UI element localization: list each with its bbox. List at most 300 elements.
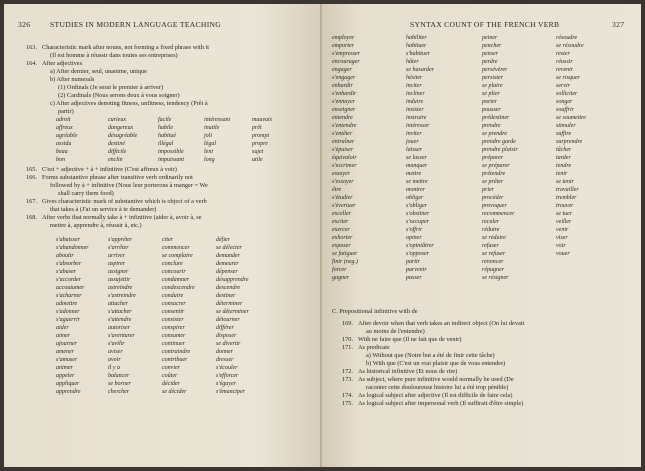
word-cell: persévérer (482, 67, 508, 73)
word-cell: induire (406, 99, 424, 105)
word-cell: pousser (482, 107, 501, 113)
word-cell: déterminer (216, 301, 243, 307)
word-cell: s'absorber (56, 261, 82, 267)
word-cell: assidu (56, 141, 72, 147)
word-cell: sujet (252, 149, 264, 155)
item-text: Forms substantive phrase after transitive verb ordinarily not (42, 174, 193, 181)
word-cell: recommencer (482, 211, 515, 217)
word-cell: concourir (162, 269, 186, 275)
word-cell: enclin (108, 157, 123, 163)
word-cell: exercer (332, 227, 350, 233)
item-number: 174. (342, 392, 354, 399)
word-cell: curieux (108, 117, 126, 123)
word-cell: s'obliger (406, 203, 427, 209)
item-text: b) After numerals (50, 76, 95, 83)
word-cell: se refuser (482, 251, 506, 257)
word-cell: affreux (56, 125, 73, 131)
word-cell: partir (406, 259, 421, 265)
word-cell: viser (556, 235, 568, 241)
word-cell: décider (162, 381, 180, 387)
word-cell: prompt (252, 133, 270, 139)
word-cell: s'empresser (332, 51, 361, 57)
text-line (350, 352, 495, 360)
item-text: As logical subject after adjective (Il est difficile de faire cela) (358, 392, 513, 399)
word-cell: surprendre (556, 139, 583, 145)
item-text: Gives characteristic mark of substantive which is object of a verb (42, 198, 207, 205)
word-cell: légal (204, 141, 216, 147)
item-number: 169. (342, 320, 354, 327)
item-text: As logical subject after impersonal verb (Il suffirait d'être simple) (358, 400, 524, 407)
text-line (342, 320, 524, 328)
word-cell: se complaire (162, 253, 193, 259)
word-cell: s'opiniâtrer (406, 243, 434, 249)
word-cell: s'engager (332, 75, 356, 81)
word-cell: intéressant (204, 117, 231, 123)
word-cell: être (332, 187, 342, 193)
item-text: that takes à (J'ai un service à te demander) (50, 206, 157, 213)
word-cell: mettre (406, 171, 422, 177)
word-cell: se prêter (482, 179, 504, 185)
word-cell: venir (556, 227, 569, 233)
word-cell: se décider (162, 389, 187, 395)
item-text: After verbs that normally take à + infinitive (aider à, avoir à, se (42, 214, 202, 221)
word-cell: condamner (162, 277, 189, 283)
word-cell: s'occuper (406, 219, 429, 225)
word-cell: se réduire (482, 235, 506, 241)
item-number: 175. (342, 400, 354, 407)
word-cell: contribuer (162, 357, 188, 363)
word-cell: manquer (406, 163, 428, 169)
word-cell: tâcher (556, 147, 572, 153)
word-cell: s'abaisser (56, 237, 80, 243)
item-number: 170. (342, 336, 354, 343)
word-cell: reculer (482, 219, 500, 225)
item-number: 172. (342, 368, 354, 375)
word-cell: procéder (482, 195, 504, 201)
word-cell: engager (332, 67, 352, 73)
text-line (342, 368, 457, 376)
word-cell: consumer (162, 333, 186, 339)
word-cell: se risquer (556, 75, 580, 81)
word-cell: intéresser (406, 123, 430, 129)
word-cell: exciter (332, 219, 349, 225)
word-cell: impossible (158, 149, 184, 155)
word-cell: commencer (162, 245, 190, 251)
word-cell: joli (204, 133, 213, 139)
word-cell: se tenir (556, 179, 574, 185)
word-cell: différer (216, 325, 234, 331)
word-cell: habitué (158, 133, 176, 139)
text-line (26, 174, 193, 182)
text-line (34, 222, 142, 230)
left-page (4, 4, 322, 467)
item-number: 173. (342, 376, 354, 383)
word-cell: aimer (56, 333, 70, 339)
word-cell: beau (56, 149, 68, 155)
word-cell: illégal (158, 141, 174, 147)
item-text: c) After adjectives denoting fitness, unfitness, tendency (Prêt à (50, 100, 208, 107)
item-text: After devoir when that verb takes an indirect object (On lui devait (358, 320, 525, 327)
word-cell: conduire (162, 293, 184, 299)
word-cell: se borner (108, 381, 131, 387)
word-cell: résoudre (556, 35, 578, 41)
word-cell: continuer (162, 341, 185, 347)
item-text: followed by à + infinitive (Nous leur porterons à manger = We (50, 182, 208, 189)
word-cell: hâter (406, 59, 419, 65)
word-cell: agréable (56, 133, 78, 139)
word-cell: consentir (162, 309, 185, 315)
word-cell: destiné (108, 141, 125, 147)
word-cell: persister (482, 75, 503, 81)
word-cell: admettre (56, 301, 78, 307)
word-cell: gagner (332, 275, 349, 281)
word-cell: se lasser (406, 155, 427, 161)
item-text: (2) Cardinals (Nous serons deux à vous soigner) (58, 92, 180, 99)
item-text: b) With que (C'est un vrai plaisir que de vous entendre) (366, 360, 506, 367)
text-line (342, 336, 461, 344)
item-number: 166. (26, 174, 38, 181)
word-cell: se tuer (556, 211, 573, 217)
item-text: a) After dernier, seul, unanime, unique (50, 68, 147, 75)
text-line (42, 108, 74, 116)
word-cell: il y a (108, 365, 120, 371)
word-cell: trouver (556, 203, 574, 209)
word-cell: dresser (216, 357, 234, 363)
word-cell: lent (204, 149, 213, 155)
word-cell: défier (216, 237, 230, 243)
word-cell: s'attacher (108, 309, 132, 315)
word-cell: entraîner (332, 139, 355, 145)
word-cell: penser (482, 51, 498, 57)
word-cell: adroit (56, 117, 71, 123)
word-cell: ajourner (56, 341, 77, 347)
word-cell: porter (482, 99, 497, 105)
word-cell: demeurer (216, 261, 239, 267)
word-cell: se divertir (216, 341, 241, 347)
word-cell: laisser (406, 147, 423, 153)
text-line (34, 206, 156, 214)
word-cell: attacher (108, 301, 128, 307)
word-cell: habiliter (406, 35, 427, 41)
word-cell: disposer (216, 333, 237, 339)
word-cell: assujettir (108, 277, 131, 283)
text-line (34, 182, 208, 190)
word-cell: passer (406, 275, 422, 281)
word-cell: propre (252, 141, 268, 147)
word-cell: s'habituer (406, 51, 430, 57)
text-line (42, 84, 163, 92)
word-cell: astreindre (108, 285, 133, 291)
item-text: raconter cette douloureuse histoire lui a été trop pénible) (366, 384, 509, 391)
word-cell: s'écouler (216, 365, 238, 371)
text-line (26, 44, 209, 52)
word-cell: se résigner (482, 275, 509, 281)
text-line (34, 52, 178, 60)
word-cell: réussir (556, 59, 573, 65)
word-cell: facile (158, 117, 172, 123)
word-cell: animer (56, 365, 73, 371)
word-cell: aboutir (56, 253, 74, 259)
word-cell: prédestiner (482, 115, 510, 121)
word-cell: dépenser (216, 269, 238, 275)
word-cell: mauvais (252, 117, 272, 123)
word-cell: s'acharner (56, 293, 82, 299)
text-line (34, 100, 208, 108)
item-text: Characteristic mark after nouns, not forming a fixed phrase with it (42, 44, 209, 51)
word-cell: avoir (108, 357, 121, 363)
text-line (342, 344, 390, 352)
word-cell: désapprendre (216, 277, 249, 283)
word-cell: s'amuser (56, 357, 78, 363)
word-cell: aviser (108, 349, 123, 355)
word-cell: assigner (108, 269, 129, 275)
section-heading: C. Prepositional infinitive with de (332, 308, 418, 315)
word-cell: encourager (332, 59, 360, 65)
word-cell: apprendre (56, 389, 81, 395)
item-text: shall carry them food) (58, 190, 114, 197)
word-cell: se déterminer (216, 309, 249, 315)
word-cell: se plaire (482, 83, 503, 89)
word-cell: opiner (406, 235, 422, 241)
word-cell: dangereux (108, 125, 134, 131)
word-cell: s'épuiser (332, 147, 354, 153)
word-cell: exhorter (332, 235, 353, 241)
item-text: After adjectives (42, 60, 83, 67)
word-cell: s'opposer (406, 251, 429, 257)
item-text: au moins de l'entendre) (366, 328, 425, 335)
word-cell: destiner (216, 293, 236, 299)
word-cell: enhardir (332, 83, 353, 89)
word-cell: forcer (332, 267, 347, 273)
word-cell: impuissant (158, 157, 185, 163)
word-cell: servir (556, 83, 570, 89)
word-cell: bon (56, 157, 65, 163)
text-line (26, 198, 207, 206)
word-cell: suffire (556, 131, 572, 137)
word-cell: s'abandonner (56, 245, 89, 251)
word-cell: s'égayer (216, 381, 236, 387)
word-cell: consister (162, 317, 184, 323)
word-cell: enseigner (332, 107, 356, 113)
word-cell: pencher (482, 43, 502, 49)
word-cell: inciter (406, 83, 422, 89)
word-cell: montrer (406, 187, 426, 193)
word-cell: vouer (556, 251, 570, 257)
word-cell: inutile (204, 125, 220, 131)
word-cell: prétendre (482, 171, 506, 177)
word-cell: s'évertuer (332, 203, 356, 209)
word-cell: finir (neg.) (332, 259, 358, 265)
item-number: 171. (342, 344, 354, 351)
word-cell: conspirer (162, 325, 185, 331)
word-cell: prendre garde (482, 139, 516, 145)
word-cell: provoquer (482, 203, 507, 209)
running-header-left: STUDIES IN MODERN LANGUAGE TEACHING (50, 20, 222, 29)
word-cell: se plier (482, 91, 500, 97)
word-cell: répugner (482, 267, 504, 273)
right-page (322, 4, 641, 467)
word-cell: s'étudier (332, 195, 353, 201)
item-text: (1) Ordinals (Je serai le premier à arriver) (58, 84, 164, 91)
word-cell: refuser (482, 243, 499, 249)
item-text: With ne faire que (Il ne fait que de venir) (358, 336, 462, 343)
book-spread (4, 4, 641, 467)
word-cell: aider (56, 325, 69, 331)
word-cell: utile (252, 157, 263, 163)
word-cell: s'émanciper (216, 389, 245, 395)
word-cell: se résoudre (556, 43, 584, 49)
text-line (26, 166, 177, 174)
item-number: 165. (26, 166, 38, 173)
word-cell: chercher (108, 389, 130, 395)
word-cell: donner (216, 349, 233, 355)
item-number: 163. (26, 44, 38, 51)
word-cell: consacrer (162, 301, 186, 307)
word-cell: tendre (556, 163, 572, 169)
word-cell: rester (556, 51, 570, 57)
item-text: mettre à, apprendre à, réussir à, etc.) (50, 222, 142, 229)
word-cell: hésiter (406, 75, 423, 81)
word-cell: s'accorder (56, 277, 82, 283)
word-cell: emporter (332, 43, 354, 49)
word-cell: prier (482, 187, 494, 193)
item-text: C'est + adjective + à + infinitive (C'est affreux à voir) (42, 166, 177, 173)
word-cell: s'efforcer (216, 373, 239, 379)
word-cell: aspirer (108, 261, 126, 267)
word-cell: habile (158, 125, 173, 131)
word-cell: s'attendre (108, 317, 132, 323)
page-number-right: 327 (612, 20, 625, 29)
word-cell: préparer (482, 155, 504, 161)
text-line (26, 214, 202, 222)
word-cell: perdre (482, 59, 498, 65)
word-cell: s'escrimer (332, 163, 357, 169)
word-cell: stimuler (556, 123, 576, 129)
word-cell: voir (556, 243, 566, 249)
word-cell: se hasarder (406, 67, 434, 73)
item-text: As predicate (358, 344, 390, 351)
word-cell: veiller (556, 219, 572, 225)
word-cell: souffrir (556, 107, 575, 113)
word-cell: s'obstiner (406, 211, 430, 217)
word-cell: demander (216, 253, 240, 259)
running-header-right: SYNTAX COUNT OF THE FRENCH VERB (410, 20, 560, 29)
word-cell: prendre (482, 123, 501, 129)
word-cell: se soumettre (556, 115, 586, 121)
word-cell: songer (556, 99, 573, 105)
word-cell: instruire (406, 115, 427, 121)
word-cell: exposer (332, 243, 351, 249)
word-cell: s'aventurer (108, 333, 135, 339)
word-cell: prêt (252, 125, 262, 131)
item-text: a) Without que (Notre but a été de finir cette tâche) (366, 352, 495, 359)
word-cell: s'offrir (406, 227, 423, 233)
word-cell: équivaloir (332, 155, 357, 161)
word-cell: insister (406, 107, 424, 113)
word-cell: accoutumer (56, 285, 85, 291)
item-text: (Il est homme à réussir dans toutes ses entreprises) (50, 52, 178, 59)
page-number-left: 326 (18, 20, 31, 29)
item-text: As subject, where pure infinitive would normally be used (De (358, 376, 514, 383)
word-cell: contraindre (162, 349, 191, 355)
word-cell: désagréable (108, 133, 138, 139)
word-cell: conclure (162, 261, 183, 267)
word-cell: convier (162, 365, 180, 371)
word-cell: balancer (108, 373, 130, 379)
item-number: 164. (26, 60, 38, 67)
word-cell: s'essayer (332, 179, 354, 185)
word-cell: habituer (406, 43, 427, 49)
word-cell: amener (56, 349, 74, 355)
text-line (342, 400, 523, 408)
word-cell: trembler (556, 195, 577, 201)
word-cell: détourner (216, 317, 240, 323)
word-cell: essayer (332, 171, 350, 177)
text-line (350, 384, 508, 392)
text-line (34, 76, 94, 84)
text-line (34, 68, 147, 76)
word-cell: s'arrêter (108, 245, 129, 251)
word-cell: se délecter (216, 245, 242, 251)
item-text: As historical infinitive (Et nous de rire) (358, 368, 458, 375)
word-cell: se fatiguer (332, 251, 358, 257)
item-number: 167. (26, 198, 38, 205)
word-cell: exceller (332, 211, 351, 217)
word-cell: parvenir (406, 267, 427, 273)
word-cell: s'enhardir (332, 91, 357, 97)
item-text: partir) (58, 108, 74, 115)
word-cell: descendre (216, 285, 241, 291)
text-line (350, 360, 505, 368)
word-cell: long (204, 157, 215, 163)
word-cell: employer (332, 35, 355, 41)
word-cell: jouer (406, 139, 419, 145)
word-cell: inviter (406, 131, 422, 137)
word-cell: condescendre (162, 285, 195, 291)
word-cell: autoriser (108, 325, 131, 331)
word-cell: tarder (556, 155, 571, 161)
word-cell: arriver (108, 253, 125, 259)
word-cell: s'entêter (332, 131, 353, 137)
word-cell: s'avilir (108, 341, 125, 347)
text-line (26, 60, 82, 68)
word-cell: s'astreindre (108, 293, 136, 299)
word-cell: s'aguerrir (56, 317, 80, 323)
word-cell: obliger (406, 195, 424, 201)
word-cell: réduire (482, 227, 500, 233)
item-number: 168. (26, 214, 38, 221)
word-cell: se prendre (482, 131, 508, 137)
text-line (42, 92, 180, 100)
word-cell: s'adonner (56, 309, 80, 315)
word-cell: appeler (56, 373, 75, 379)
word-cell: incliner (406, 91, 425, 97)
word-cell: tenir (556, 171, 568, 177)
word-cell: s'ennuyer (332, 99, 355, 105)
word-cell: citer (162, 237, 173, 243)
word-cell: travailler (556, 187, 579, 193)
word-cell: se préparer (482, 163, 510, 169)
word-cell: se mettre (406, 179, 428, 185)
word-cell: s'abuser (56, 269, 76, 275)
word-cell: prendre plaisir (482, 147, 518, 153)
word-cell: revenir (556, 67, 574, 73)
word-cell: solliciter (556, 91, 578, 97)
word-cell: s'entendre (332, 123, 357, 129)
word-cell: renoncer (482, 259, 504, 265)
text-line (342, 392, 512, 400)
text-line (342, 376, 514, 384)
